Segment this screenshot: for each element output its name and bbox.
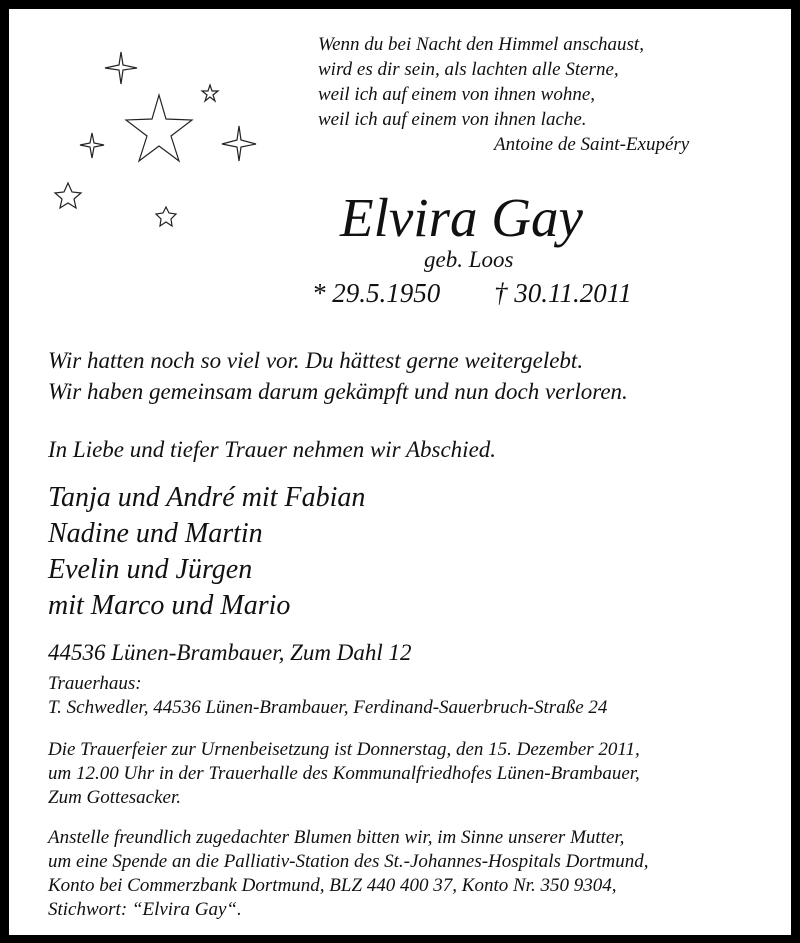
quote-author: Antoine de Saint-Exupéry [494, 134, 690, 155]
sparkle-icon [105, 52, 137, 84]
ceremony-line: Die Trauerfeier zur Urnenbeisetzung ist Donnerstag, den 15. Dezember 2011, [48, 739, 640, 760]
death-date: † 30.11.2011 [494, 278, 632, 308]
mourning-house-address: T. Schwedler, 44536 Lünen-Brambauer, Ferdinand-Sauerbruch-Straße 24 [48, 697, 608, 718]
small-star-icon [55, 183, 81, 208]
quote-line: weil ich auf einem von ihnen wohne, [318, 84, 596, 105]
donation-line: Konto bei Commerzbank Dortmund, BLZ 440 400 37, Konto Nr. 350 9304, [48, 875, 617, 896]
maiden-name: geb. Loos [424, 247, 514, 272]
donation-info [48, 826, 649, 922]
birth-date: * 29.5.1950 [312, 278, 441, 308]
family-address: 44536 Lünen-Brambauer, Zum Dahl 12 [48, 640, 412, 665]
sparkle-icon [80, 133, 104, 158]
message-text [48, 345, 628, 407]
quote-line: wird es dir sein, als lachten alle Sterne, [318, 59, 619, 80]
family-member: mit Marco und Mario [48, 590, 291, 621]
donation-line: Stichwort: “Elvira Gay“. [48, 899, 242, 920]
deceased-name: Elvira Gay [340, 187, 583, 248]
farewell-text: In Liebe und tiefer Trauer nehmen wir Abschied. [48, 437, 497, 462]
donation-line: Anstelle freundlich zugedachter Blumen bitten wir, im Sinne unserer Mutter, [48, 827, 625, 848]
message-line: Wir haben gemeinsam darum gekämpft und nun doch verloren. [48, 379, 628, 404]
family-list [48, 480, 365, 624]
small-star-icon [202, 85, 218, 101]
quote-line: Wenn du bei Nacht den Himmel anschaust, [318, 34, 644, 55]
big-star-icon [126, 95, 192, 161]
mourning-house-label: Trauerhaus: [48, 673, 142, 694]
ceremony-line: um 12.00 Uhr in der Trauerhalle des Kommunalfriedhofes Lünen-Brambauer, [48, 763, 640, 784]
ceremony-line: Zum Gottesacker. [48, 787, 181, 808]
message-line: Wir hatten noch so viel vor. Du hättest gerne weitergelebt. [48, 348, 584, 373]
family-member: Nadine und Martin [48, 518, 263, 549]
donation-line: um eine Spende an die Palliativ-Station des St.-Johannes-Hospitals Dortmund, [48, 851, 649, 872]
mourning-house [48, 672, 607, 720]
family-member: Tanja und André mit Fabian [48, 482, 366, 513]
quote-line: weil ich auf einem von ihnen lache. [318, 109, 587, 130]
ceremony-info [48, 738, 640, 810]
epigraph-quote [318, 32, 689, 157]
family-member: Evelin und Jürgen [48, 554, 253, 585]
small-star-icon [156, 207, 176, 226]
sparkle-icon [222, 126, 256, 161]
stars-illustration-icon [40, 48, 270, 248]
